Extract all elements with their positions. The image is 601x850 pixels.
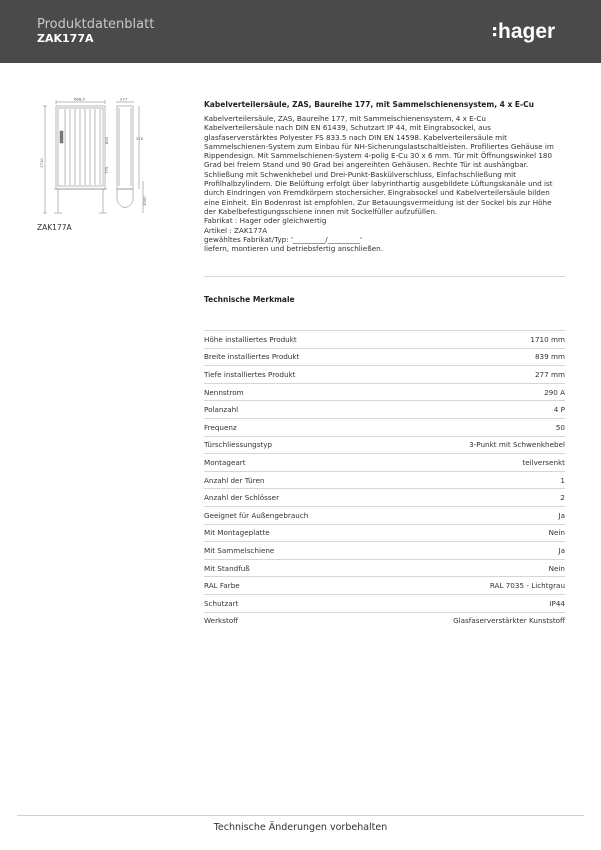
spec-value: 1710 mm [530,334,565,344]
description-line: liefern, montieren und betriebsfertig anschließen. [204,244,383,254]
spec-row [204,436,565,454]
description-line: durch Eindringen von Fremdkörpern stochersicher. Eingrabsockel und Kabelverteilersäule bilden [204,188,550,198]
description-line: Rippendesign. Mit Sammelschienen-System 4-polig E-Cu 30 x 6 mm. Tür mit Öffnungswinkel 180 [204,151,553,161]
product-code: ZAK177A [37,32,94,45]
technical-drawing [37,96,150,218]
description-line: Kabelverteilersäule, ZAS, Baureihe 177, mit Sammelschienensystem, 4 x E-Cu [204,114,486,123]
spec-row [204,524,565,542]
spec-row [204,453,565,471]
spec-label: Mit Standfuß [204,563,250,573]
description-line: Artikel : ZAK177A [204,225,268,235]
spec-label: Frequenz [204,422,237,432]
spec-value: RAL 7035 - Lichtgrau [489,581,565,591]
spec-value: 3-Punkt mit Schwenkhebel [469,440,565,450]
description-line: Sammelschienen-System zum Einbau für NH-Sicherungslastschaltleisten. Profiliertes Gehäuse im [204,141,554,151]
spec-value: 290 A [544,387,565,397]
spec-value: 50 [555,422,565,432]
hager-logo [491,18,565,44]
dim-base-label: 1000 [142,196,147,206]
spec-row [204,506,565,524]
spec-value: 4 P [553,405,565,415]
dim-width-label: 668,5 [74,96,85,102]
spec-value: Glasfaserverstärkter Kunststoff [453,616,565,626]
dim-side-3-label: 775 [104,166,109,174]
specs-section-title: Technische Merkmale [204,295,295,304]
header-bar [0,0,601,63]
spec-value: 1 [560,475,565,485]
description-line: der Kabelbefestigungsschiene innen mit Sockelfüller aufzufüllen. [204,206,438,216]
spec-row [204,594,565,612]
description-line: Fabrikat : Hager oder gleichwertig [204,216,327,226]
description-line: Kabelverteilersäule nach DIN EN 61439, Schutzart IP 44, mit Eingrabsockel, aus [204,123,491,133]
spec-label: Geeignet für Außengebrauch [204,510,309,520]
footer-divider [17,815,584,816]
spec-label: Nennstrom [204,387,244,397]
spec-label: Türschliessungstyp [204,440,273,450]
spec-value: Nein [548,528,565,538]
product-description [204,114,566,253]
dim-side-1-label: 600 [104,136,109,144]
specs-table [204,330,565,629]
spec-value: Ja [558,545,565,555]
description-line: Profilhalbzylindern. Die Belüftung erfolgt über labyrinthartig ausgebildete Lüftungskanäle und ist [204,179,553,189]
dim-depth-label: 277 [120,96,128,102]
document-type: Produktdatenblatt [37,17,155,32]
spec-label: Höhe installiertes Produkt [204,334,297,344]
description-line: Schließung mit Schwenkhebel und Drei-Punkt-Baskülverschluss, Einfachschließung mit [204,169,516,179]
spec-row [204,330,565,348]
spec-value: Nein [548,563,565,573]
logo-wordmark: hager [498,20,556,43]
drawing-caption: ZAK177A [37,223,72,232]
spec-row [204,348,565,366]
spec-value: 2 [560,493,565,503]
dim-side-2-label: 270 [136,136,144,141]
spec-value: 277 mm [534,369,565,379]
spec-row [204,418,565,436]
spec-row [204,365,565,383]
spec-value: teilversenkt [522,457,565,467]
spec-label: Tiefe installiertes Produkt [204,369,296,379]
product-title: Kabelverteilersäule, ZAS, Baureihe 177, mit Sammelschienensystem, 4 x E-Cu [204,100,535,109]
spec-row [204,383,565,401]
spec-label: RAL Farbe [204,581,240,591]
spec-row [204,559,565,577]
spec-label: Montageart [204,457,246,467]
description-line: Grad bei freiem Stand und 90 Grad bei angereihten Gehäusen. Rechte Tür ist aushängbar. [204,160,529,170]
spec-label: Breite installiertes Produkt [204,352,300,362]
spec-value: IP44 [549,598,565,608]
description-line: eine Einheit. Ein Bodenrost ist empfohlen. Zur Betauungsvermeidung ist der Sockel bis zur Höhe [204,197,552,207]
spec-row [204,612,565,630]
spec-row [204,471,565,489]
footer-disclaimer: Technische Änderungen vorbehalten [213,822,388,833]
spec-row [204,541,565,559]
section-divider [204,276,565,277]
description-line: gewähltes Fabrikat/Typ: '_________/_________' [204,234,363,244]
spec-label: Polanzahl [204,405,239,415]
spec-label: Mit Montageplatte [204,528,270,538]
spec-label: Schutzart [204,598,239,608]
spec-row [204,488,565,506]
spec-value: Ja [558,510,565,520]
spec-row [204,400,565,418]
spec-value: 839 mm [534,352,565,362]
spec-label: Anzahl der Schlösser [204,493,280,503]
spec-label: Werkstoff [204,616,239,626]
spec-label: Anzahl der Türen [204,475,265,485]
description-line: glasfaserverstärktes Polyester FS 833.5 nach DIN EN 14598. Kabelverteilersäule mit [204,132,507,142]
spec-label: Mit Sammelschiene [204,545,275,555]
dim-height-label: 1710 [39,158,44,168]
spec-row [204,576,565,594]
